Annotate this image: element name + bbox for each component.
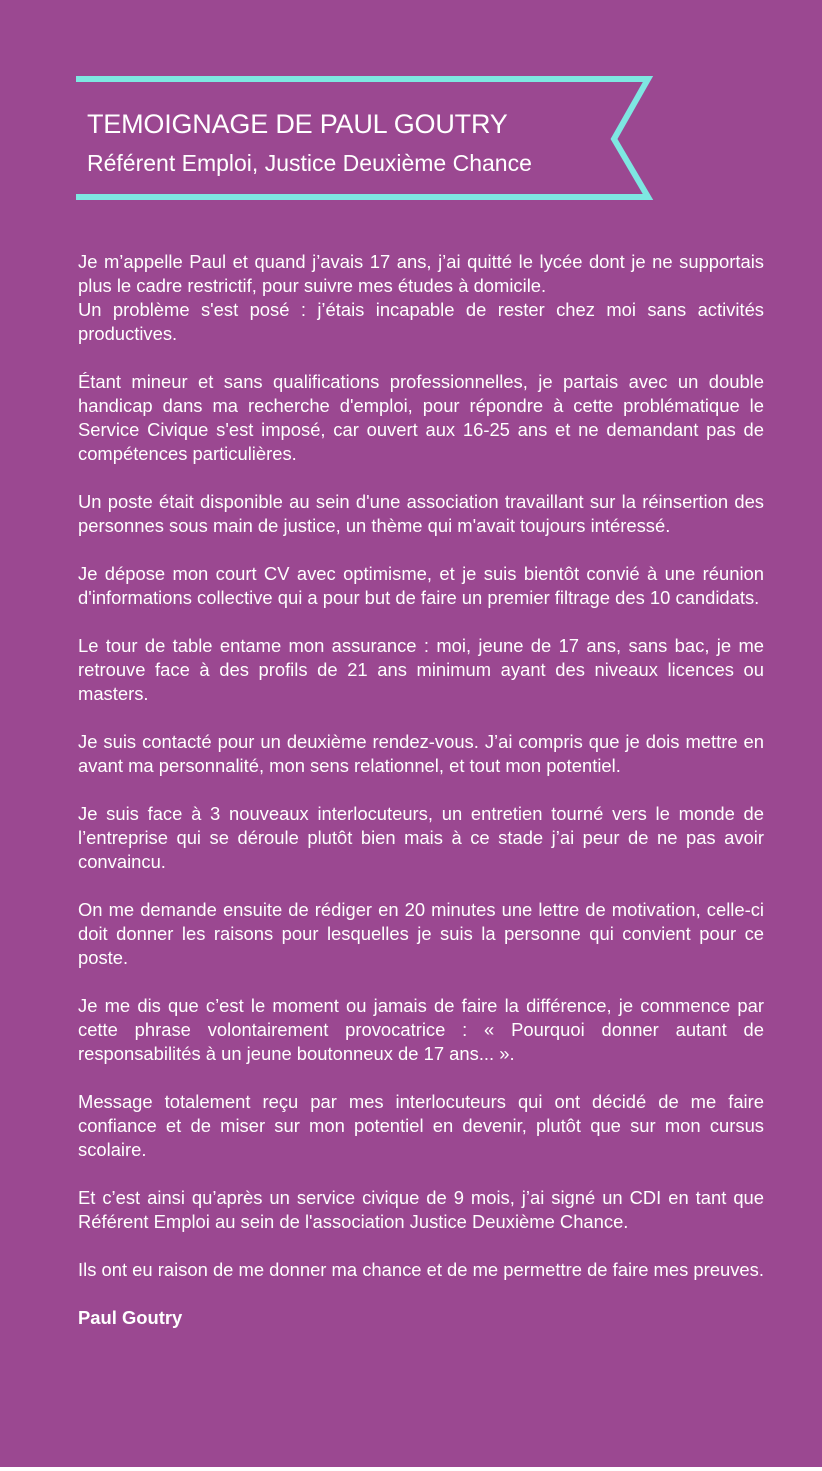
paragraph-7: Je suis face à 3 nouveaux interlocuteurs, un entretien tourné vers le monde de l’entreprise qui se déroule plutôt bien mais à ce stade j’ai peur de ne pas avoir convaincu.: [78, 803, 764, 872]
paragraph-1-line-2: Un problème s'est posé : j’étais incapable de rester chez moi sans activités productives.: [78, 299, 764, 344]
paragraph-3: Un poste était disponible au sein d'une association travaillant sur la réinsertion des personnes sous main de justice, un thème qui m'avait toujours intéressé.: [78, 491, 764, 536]
paragraph-5: Le tour de table entame mon assurance : moi, jeune de 17 ans, sans bac, je me retrouve face à des profils de 21 ans minimum ayant des niveaux licences ou masters.: [78, 635, 764, 704]
paragraph-6: Je suis contacté pour un deuxième rendez-vous. J’ai compris que je dois mettre en avant ma personnalité, mon sens relationnel, et tout mon potentiel.: [78, 731, 764, 776]
paragraph-12: Ils ont eu raison de me donner ma chance et de me permettre de faire mes preuves.: [78, 1259, 764, 1280]
signature: Paul Goutry: [78, 1307, 183, 1328]
paragraph-8: On me demande ensuite de rédiger en 20 minutes une lettre de motivation, celle-ci doit donner les raisons pour lesquelles je suis la personne qui convient pour ce poste.: [78, 899, 764, 968]
paragraph-1: [78, 250, 764, 346]
paragraph-2: Étant mineur et sans qualifications professionnelles, je partais avec un double handicap dans ma recherche d'emploi, pour répondre à cette problématique le Service Civique s'est imposé, car ouvert aux 16-25 ans et ne demandant pas de compétences particulières.: [78, 371, 764, 464]
paragraph-1-line-1: Je m’appelle Paul et quand j’avais 17 ans, j’ai quitté le lycée dont je ne supportais plus le cadre restrictif, pour suivre mes études à domicile.: [78, 251, 764, 296]
page-title: TEMOIGNAGE DE PAUL GOUTRY: [87, 109, 508, 139]
paragraph-11: Et c’est ainsi qu’après un service civique de 9 mois, j’ai signé un CDI en tant que Référent Emploi au sein de l'association Justice Deuxième Chance.: [78, 1187, 764, 1232]
bottom-border: [0, 1467, 822, 1471]
paragraph-4: Je dépose mon court CV avec optimisme, et je suis bientôt convié à une réunion d'informations collective qui a pour but de faire un premier filtrage des 10 candidats.: [78, 563, 764, 608]
paragraph-10: Message totalement reçu par mes interlocuteurs qui ont décidé de me faire confiance et de miser sur mon potentiel en devenir, plutôt que sur mon cursus scolaire.: [78, 1091, 764, 1160]
testimonial-body: [78, 250, 764, 1354]
paragraph-9: Je me dis que c’est le moment ou jamais de faire la différence, je commence par cette phrase volontairement provocatrice : « Pourquoi donner autant de responsabilités à un jeune boutonneux de 17 ans... ».: [78, 995, 764, 1064]
title-banner: [76, 76, 656, 202]
page-subtitle: Référent Emploi, Justice Deuxième Chance: [87, 150, 532, 176]
